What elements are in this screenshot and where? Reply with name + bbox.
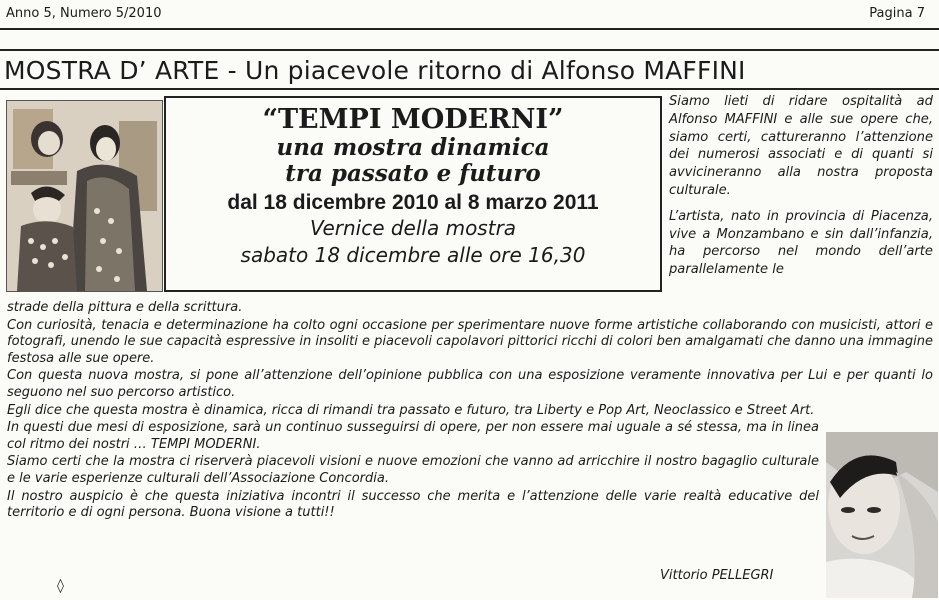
body-paragraph: In questi due mesi di esposizione, sarà un continuo susseguirsi di opere, per non essere mai uguale a sé stessa, ma in linea col ritmo dei nostri … TEMPI MODERNI.: [7, 420, 819, 452]
body-paragraph: strade della pittura e della scrittura.: [7, 300, 243, 315]
headline-bottom-rule: [0, 88, 939, 90]
side-paragraph: Siamo lieti di ridare ospitalità ad Alfonso MAFFINI e alle sue opere che, siamo certi, cattureranno l’attenzione dei numerosi associati e di quanti si avvicineranno alla nostra proposta culturale.: [669, 94, 933, 198]
body-paragraph: Egli dice che questa mostra è dinamica, ricca di rimandi tra passato e futuro, tra Liberty e Pop Art, Neoclassico e Street Art.: [7, 402, 815, 418]
exhibition-title: “TEMPI MODERNI”: [262, 104, 564, 135]
opening-time: sabato 18 dicembre alle ore 16,30: [240, 243, 586, 267]
exhibition-subtitle-2: tra passato e futuro: [285, 160, 541, 187]
author-signature: Vittorio PELLEGRI: [660, 568, 774, 583]
exhibition-title-box: [164, 96, 662, 292]
top-rule: [0, 28, 939, 30]
page-number: Pagina 7: [869, 6, 925, 21]
body-paragraph: Siamo certi che la mostra ci riserverà piacevoli visioni e nuove emozioni che vanno ad arricchire il nostro bagaglio culturale e le varie esperienze culturali dell’Associazione Concordia.: [7, 454, 819, 486]
body-paragraph: Con questa nuova mostra, si pone all’attenzione dell’opinione pubblica con una esposizione veramente innovativa per Lui e per quanti lo seguono nel suo percorso artistico.: [7, 368, 933, 400]
article-headline: MOSTRA D’ ARTE - Un piacevole ritorno di Alfonso MAFFINI: [4, 56, 746, 85]
artwork-image: [6, 100, 163, 292]
body-paragraph: Il nostro auspicio è che questa iniziativa incontri il successo che merita e l’attenzione delle varie realtà educative del territorio e di ogni persona. Buona visione a tutti!!: [7, 488, 819, 521]
exhibition-dates: dal 18 dicembre 2010 al 8 marzo 2011: [227, 191, 599, 214]
article-body: [7, 300, 933, 523]
author-photo: [826, 432, 938, 598]
headline-top-rule: [0, 49, 939, 51]
footer-mark: ◊: [57, 578, 64, 594]
body-paragraph: Con curiosità, tenacia e determinazione ha colto ogni occasione per sperimentare nuove forme artistiche collaborando con musicisti, attori e fotografi, unendo le sue capacità espressive in insoliti e piacevoli capolavori pittorici ricchi di colori ben amalgamati che danno una immagine festosa alle sue opere.: [7, 317, 933, 366]
opening-label: Vernice della mostra: [309, 216, 517, 240]
issue-number: Anno 5, Numero 5/2010: [6, 6, 162, 21]
side-column: [669, 93, 933, 279]
exhibition-subtitle-1: una mostra dinamica: [276, 134, 550, 161]
side-paragraph: L’artista, nato in provincia di Piacenza, vive a Monzambano e sin dall’infanzia, ha percorso nel mondo dell’arte parallelamente le: [669, 208, 933, 278]
